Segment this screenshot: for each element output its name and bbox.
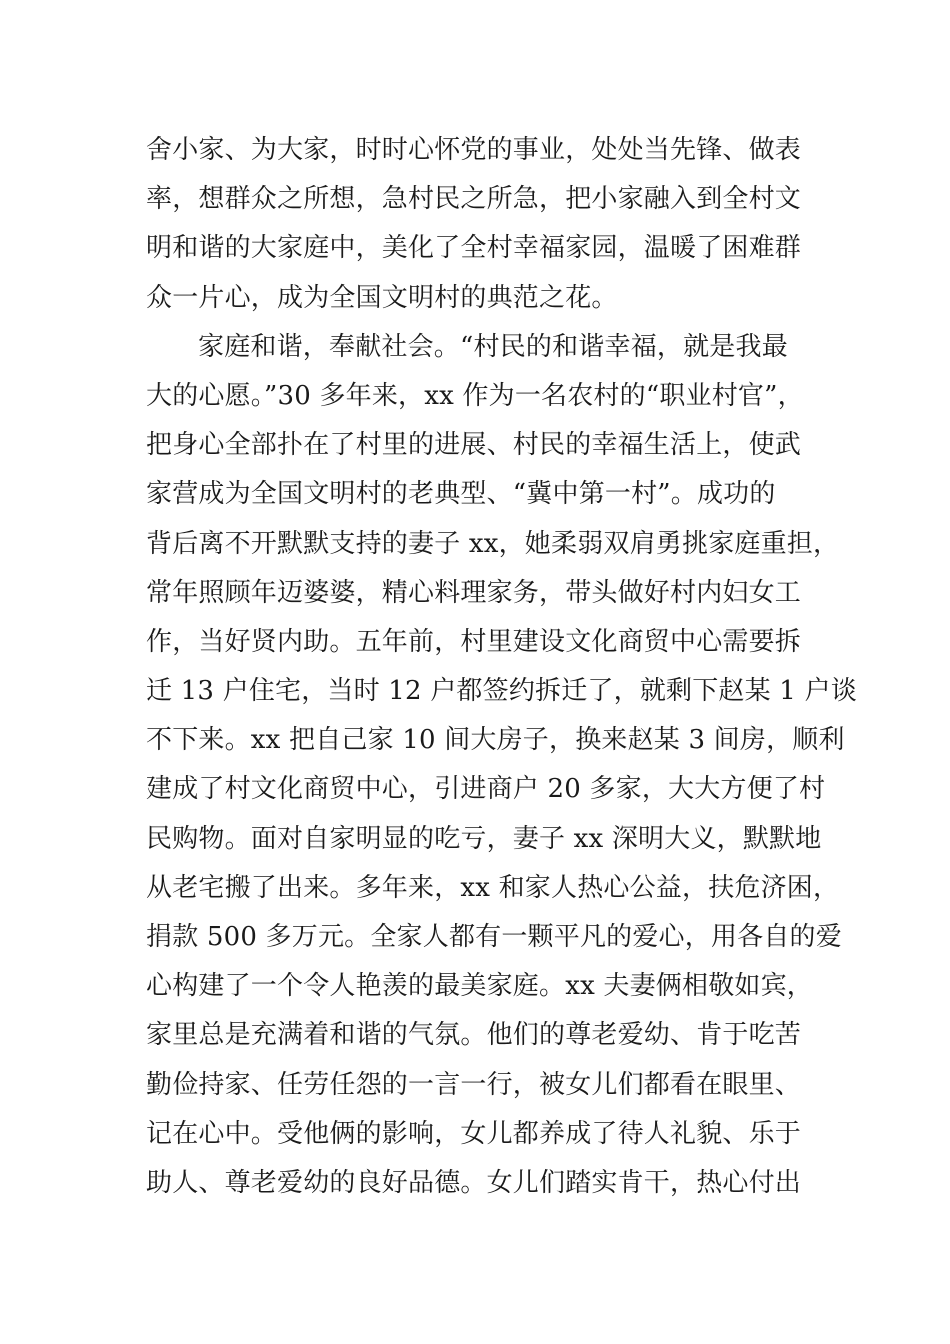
text-line: 家营成为全国文明村的老典型、“冀中第一村”。成功的: [146, 479, 776, 510]
text-line: 建成了村文化商贸中心，引进商户 20 多家，大大方便了村: [146, 774, 826, 805]
text-line: 记在心中。受他俩的影响，女儿都养成了待人礼貌、乐于: [146, 1118, 802, 1149]
paragraph-1: [146, 126, 816, 323]
text-line: 捐款 500 多万元。全家人都有一颗平凡的爱心，用各自的爱: [146, 922, 842, 952]
text-line: 从老宅搬了出来。多年来，xx 和家人热心公益，扶危济困，: [146, 872, 840, 903]
text-line: 大的心愿。”30 多年来，xx 作为一名农村的“职业村官”，: [146, 380, 804, 411]
text-line: 迁 13 户住宅，当时 12 户都签约拆迁了，就剩下赵某 1 户谈: [146, 676, 857, 707]
text-line: 助人、尊老爱幼的良好品德。女儿们踏实肯干，热心付出: [146, 1167, 802, 1198]
text-line: 心构建了一个令人艳羡的最美家庭。xx 夫妻俩相敬如宾，: [146, 971, 813, 1002]
text-line: 作，当好贤内助。五年前，村里建设文化商贸中心需要拆: [146, 626, 802, 657]
text-line: 民购物。面对自家明显的吃亏，妻子 xx 深明大义，默默地: [146, 823, 822, 854]
paragraph-2: [146, 323, 857, 1208]
text-line: 常年照顾年迈婆婆，精心料理家务，带头做好村内妇女工: [146, 577, 802, 608]
text-line: 家里总是充满着和谐的气氛。他们的尊老爱幼、肯于吃苦: [146, 1020, 802, 1051]
text-line: 明和谐的大家庭中，美化了全村幸福家园，温暖了困难群: [146, 233, 802, 264]
body-text: [146, 126, 857, 1208]
text-line: 舍小家、为大家，时时心怀党的事业，处处当先锋、做表: [146, 135, 802, 165]
text-line: 众一片心，成为全国文明村的典范之花。: [146, 282, 618, 313]
text-line: 背后离不开默默支持的妻子 xx，她柔弱双肩勇挑家庭重担，: [146, 528, 840, 559]
text-line: 家庭和谐，奉献社会。“村民的和谐幸福，就是我最: [198, 331, 788, 362]
text-line: 把身心全部扑在了村里的进展、村民的幸福生活上，使武: [146, 430, 802, 461]
text-line: 率，想群众之所想，急村民之所急，把小家融入到全村文: [146, 184, 802, 215]
text-line: 勤俭持家、任劳任怨的一言一行，被女儿们都看在眼里、: [146, 1069, 802, 1100]
text-line: 不下来。xx 把自己家 10 间大房子，换来赵某 3 间房，顺利: [146, 725, 845, 756]
